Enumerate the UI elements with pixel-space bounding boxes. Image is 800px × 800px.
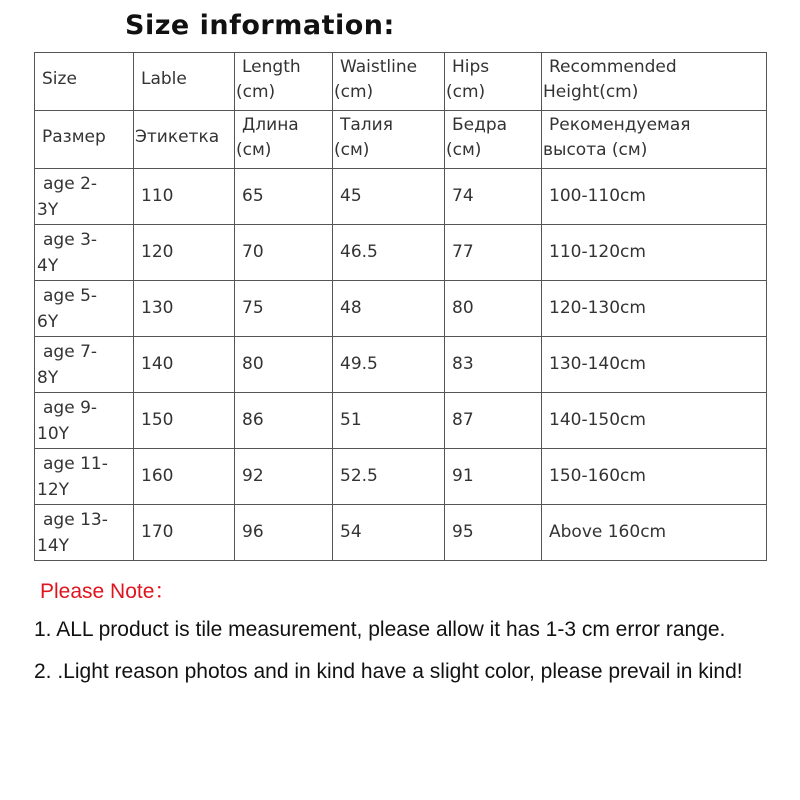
length-cell: 92 [235, 449, 333, 505]
height-cell: 130-140cm [542, 337, 767, 393]
size-cell: age 11- 12Y [35, 449, 134, 505]
height-cell: 150-160cm [542, 449, 767, 505]
header-waistline: Waistline (cm) [333, 53, 445, 111]
label-cell: 160 [134, 449, 235, 505]
header-label: Lable [134, 53, 235, 111]
hips-cell: 95 [445, 505, 542, 561]
label-cell: 140 [134, 337, 235, 393]
page-title: Size information: [125, 10, 395, 41]
table-row [35, 225, 767, 281]
header-row-russian [35, 111, 767, 169]
header-length-ru: Длина (см) [235, 111, 333, 169]
table-row [35, 281, 767, 337]
size-cell: age 2- 3Y [35, 169, 134, 225]
header-waistline-ru: Талия (см) [333, 111, 445, 169]
table-row [35, 393, 767, 449]
label-cell: 170 [134, 505, 235, 561]
header-hips: Hips (cm) [445, 53, 542, 111]
height-cell: 100-110cm [542, 169, 767, 225]
note-item: 2. .Light reason photos and in kind have a slight color, please prevail in kind! [34, 660, 743, 683]
length-cell: 96 [235, 505, 333, 561]
size-cell: age 5- 6Y [35, 281, 134, 337]
hips-cell: 77 [445, 225, 542, 281]
header-recommended-height-ru: Рекомендуемая высота (см) [542, 111, 767, 169]
hips-cell: 83 [445, 337, 542, 393]
waist-cell: 51 [333, 393, 445, 449]
size-table [34, 52, 767, 561]
length-cell: 80 [235, 337, 333, 393]
header-row-english [35, 53, 767, 111]
note-item: 1. ALL product is tile measurement, please allow it has 1-3 cm error range. [34, 618, 726, 641]
label-cell: 120 [134, 225, 235, 281]
hips-cell: 74 [445, 169, 542, 225]
table-row [35, 169, 767, 225]
table-row [35, 505, 767, 561]
height-cell: 120-130cm [542, 281, 767, 337]
length-cell: 65 [235, 169, 333, 225]
hips-cell: 91 [445, 449, 542, 505]
table-row [35, 449, 767, 505]
header-recommended-height: Recommended Height(cm) [542, 53, 767, 111]
label-cell: 130 [134, 281, 235, 337]
length-cell: 86 [235, 393, 333, 449]
note-section [34, 575, 774, 693]
label-cell: 110 [134, 169, 235, 225]
length-cell: 75 [235, 281, 333, 337]
waist-cell: 45 [333, 169, 445, 225]
waist-cell: 49.5 [333, 337, 445, 393]
length-cell: 70 [235, 225, 333, 281]
size-cell: age 9- 10Y [35, 393, 134, 449]
hips-cell: 87 [445, 393, 542, 449]
header-size-ru: Размер [35, 111, 134, 169]
header-size: Size [35, 53, 134, 111]
waist-cell: 52.5 [333, 449, 445, 505]
height-cell: Above 160cm [542, 505, 767, 561]
table-row [35, 337, 767, 393]
waist-cell: 48 [333, 281, 445, 337]
hips-cell: 80 [445, 281, 542, 337]
height-cell: 110-120cm [542, 225, 767, 281]
header-length: Length (cm) [235, 53, 333, 111]
waist-cell: 46.5 [333, 225, 445, 281]
height-cell: 140-150cm [542, 393, 767, 449]
size-cell: age 3- 4Y [35, 225, 134, 281]
header-hips-ru: Бедра (см) [445, 111, 542, 169]
note-heading: Please Note： [40, 580, 176, 603]
size-cell: age 7- 8Y [35, 337, 134, 393]
waist-cell: 54 [333, 505, 445, 561]
size-cell: age 13- 14Y [35, 505, 134, 561]
header-label-ru: Этикетка [134, 111, 235, 169]
label-cell: 150 [134, 393, 235, 449]
